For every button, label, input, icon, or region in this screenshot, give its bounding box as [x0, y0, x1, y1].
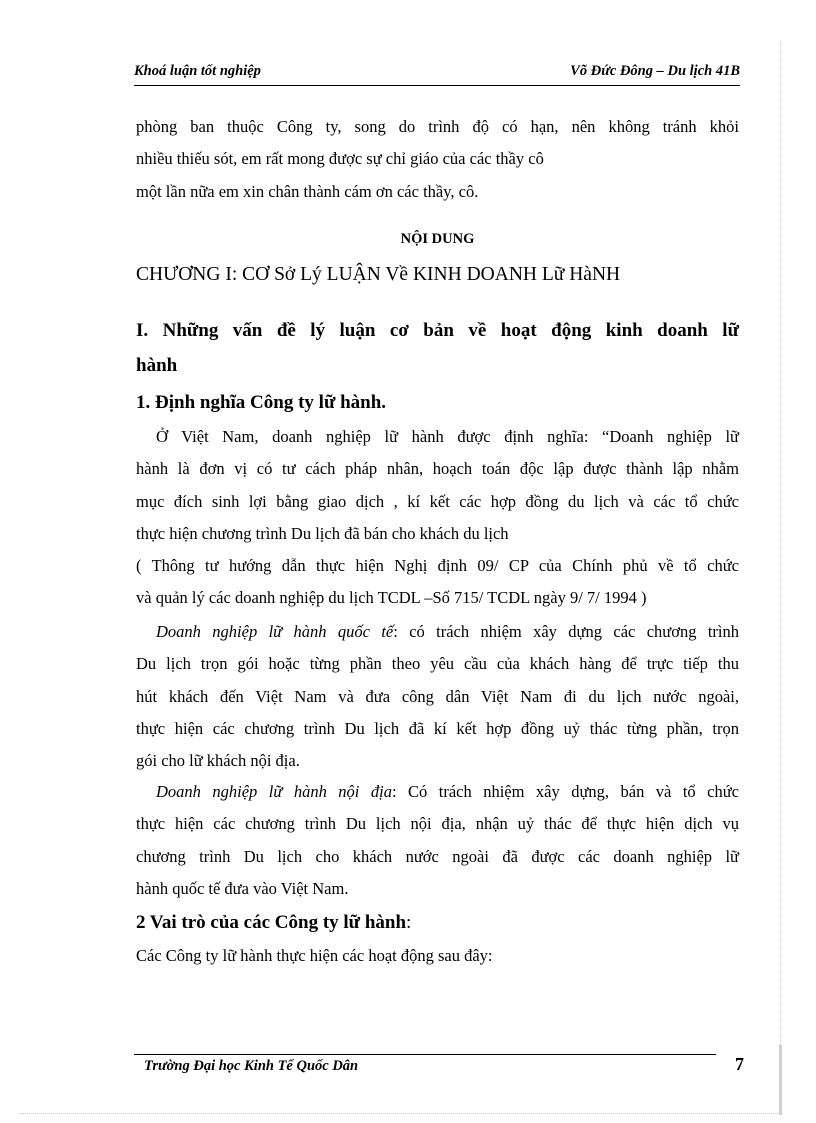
- section-heading-line: hành: [136, 355, 178, 376]
- subsection-heading-role-text: 2 Vai trò của các Công ty lữ hành: [136, 912, 407, 933]
- footer-institution: Trường Đại học Kinh Tế Quốc Dân: [144, 1058, 359, 1074]
- domestic-first-line: [136, 776, 739, 808]
- international-line: gói cho lữ khách nội địa.: [136, 751, 300, 771]
- page-number: 7: [735, 1054, 744, 1074]
- definition-line: Ở Việt Nam, doanh nghiệp lữ hành được định nghĩa: “Doanh nghiệp lữ: [156, 427, 739, 446]
- domestic-line: chương trình Du lịch cho khách nước ngoài đã được các doanh nghiệp lữ: [136, 846, 739, 866]
- domestic-term: Doanh nghiệp lữ hành nội địa: [156, 782, 392, 801]
- intro-paragraph: [136, 111, 739, 208]
- domestic-first-line-rest: : Có trách nhiệm xây dựng, bán và tổ chức: [391, 782, 739, 801]
- domestic-line: hành quốc tế đưa vào Việt Nam.: [136, 878, 349, 898]
- section-heading: [136, 313, 739, 383]
- definition-line: mục đích sinh lợi bằng giao dịch , kí kết các hợp đồng du lịch và các tổ chức: [136, 491, 739, 511]
- international-first-line-rest: : có trách nhiệm xây dựng các chương trình: [393, 622, 739, 641]
- international-line: Du lịch trọn gói hoặc từng phần theo yêu cầu của khách hàng để trực tiếp thu: [136, 654, 739, 674]
- page-border-corner: [779, 1045, 782, 1115]
- subsection-heading-definition: 1. Định nghĩa Công ty lữ hành.: [136, 392, 387, 413]
- header-left: Khoá luận tốt nghiệp: [134, 63, 261, 79]
- international-first-line: [136, 616, 739, 648]
- intro-line: phòng ban thuộc Công ty, song do trình độ có hạn, nên không tránh khỏi: [136, 117, 739, 136]
- subsection-heading-role-colon: :: [406, 912, 412, 933]
- international-paragraph: [136, 616, 739, 777]
- page-border-right: [780, 40, 782, 1115]
- citation-line: và quản lý các doanh nghiệp du lịch TCDL –Số 715/ TCDL ngày 9/ 7/ 1994 ): [136, 588, 647, 608]
- intro-line: nhiều thiếu sót, em rất mong được sự chỉ giáo của các thầy cô: [136, 149, 544, 169]
- chapter-title: CHƯƠNG I: CƠ Sở Lý LUẬN Về KINH DOANH Lữ HàNH: [136, 264, 621, 285]
- citation-line: ( Thông tư hướng dẫn thực hiện Nghị định 09/ CP của Chính phủ về tổ chức: [136, 556, 739, 576]
- domestic-paragraph: [136, 776, 739, 905]
- domestic-line: thực hiện các chương trình Du lịch nội địa, nhận uỷ thác để thực hiện dịch vụ: [136, 814, 739, 834]
- subsection-heading-role: [136, 905, 739, 940]
- page-header: [134, 63, 740, 86]
- content-title: NỘI DUNG: [400, 231, 475, 247]
- page-border-bottom: [20, 1113, 780, 1115]
- intro-line: một lần nữa em xin chân thành cám ơn các thầy, cô.: [136, 181, 479, 201]
- international-term: Doanh nghiệp lữ hành quốc tế: [156, 622, 394, 641]
- closing-paragraph: [136, 940, 739, 972]
- section-heading-line: I. Những vấn đề lý luận cơ bản về hoạt động kinh doanh lữ: [136, 320, 739, 341]
- header-right: Võ Đức Đông – Du lịch 41B: [570, 63, 740, 79]
- footer-rule: [134, 1054, 716, 1055]
- international-line: hút khách đến Việt Nam và đưa công dân Việt Nam đi du lịch nước ngoài,: [136, 686, 739, 706]
- definition-line: hành là đơn vị có tư cách pháp nhân, hoạch toán độc lập được thành lập nhằm: [136, 459, 739, 479]
- closing-line: Các Công ty lữ hành thực hiện các hoạt động sau đây:: [136, 946, 493, 965]
- international-line: thực hiện các chương trình Du lịch đã kí kết hợp đồng uỷ thác từng phần, trọn: [136, 718, 739, 738]
- definition-line: thực hiện chương trình Du lịch đã bán cho khách du lịch: [136, 523, 509, 543]
- definition-paragraph: [136, 421, 739, 615]
